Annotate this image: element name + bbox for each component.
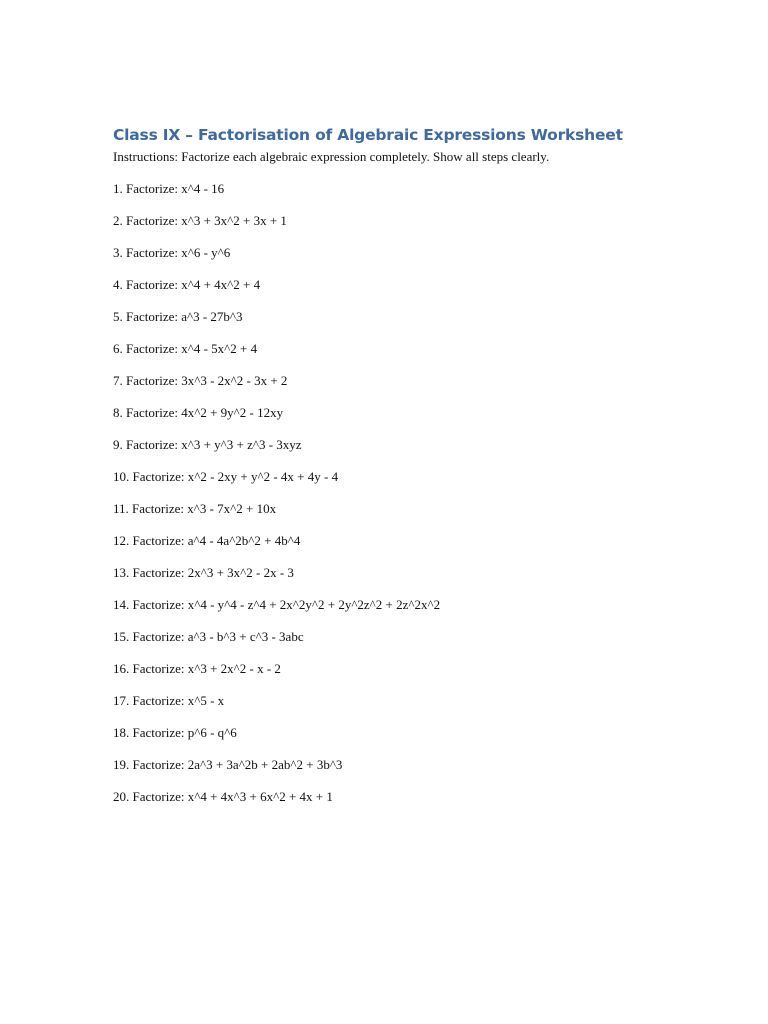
worksheet-content	[113, 124, 713, 805]
question-item: 15. Factorize: a^3 - b^3 + c^3 - 3abc	[113, 629, 304, 644]
question-item: 10. Factorize: x^2 - 2xy + y^2 - 4x + 4y - 4	[113, 469, 339, 484]
question-item: 4. Factorize: x^4 + 4x^2 + 4	[113, 277, 261, 292]
question-list	[113, 181, 713, 805]
question-item: 8. Factorize: 4x^2 + 9y^2 - 12xy	[113, 405, 284, 420]
question-item: 19. Factorize: 2a^3 + 3a^2b + 2ab^2 + 3b^3	[113, 757, 343, 772]
question-item: 9. Factorize: x^3 + y^3 + z^3 - 3xyz	[113, 437, 302, 452]
question-item: 6. Factorize: x^4 - 5x^2 + 4	[113, 341, 258, 356]
question-item: 11. Factorize: x^3 - 7x^2 + 10x	[113, 501, 277, 516]
question-item: 20. Factorize: x^4 + 4x^3 + 6x^2 + 4x + 1	[113, 789, 333, 804]
question-item: 5. Factorize: a^3 - 27b^3	[113, 309, 243, 324]
question-item: 13. Factorize: 2x^3 + 3x^2 - 2x - 3	[113, 565, 294, 580]
question-item: 1. Factorize: x^4 - 16	[113, 181, 225, 196]
worksheet-title: Class IX – Factorisation of Algebraic Expressions Worksheet	[113, 126, 623, 144]
question-item: 14. Factorize: x^4 - y^4 - z^4 + 2x^2y^2 + 2y^2z^2 + 2z^2x^2	[113, 597, 441, 612]
worksheet-instructions: Instructions: Factorize each algebraic expression completely. Show all steps clearly.	[113, 149, 550, 164]
question-item: 7. Factorize: 3x^3 - 2x^2 - 3x + 2	[113, 373, 288, 388]
question-item: 16. Factorize: x^3 + 2x^2 - x - 2	[113, 661, 281, 676]
question-item: 3. Factorize: x^6 - y^6	[113, 245, 231, 260]
question-item: 17. Factorize: x^5 - x	[113, 693, 225, 708]
question-item: 2. Factorize: x^3 + 3x^2 + 3x + 1	[113, 213, 287, 228]
question-item: 18. Factorize: p^6 - q^6	[113, 725, 237, 740]
question-item: 12. Factorize: a^4 - 4a^2b^2 + 4b^4	[113, 533, 301, 548]
